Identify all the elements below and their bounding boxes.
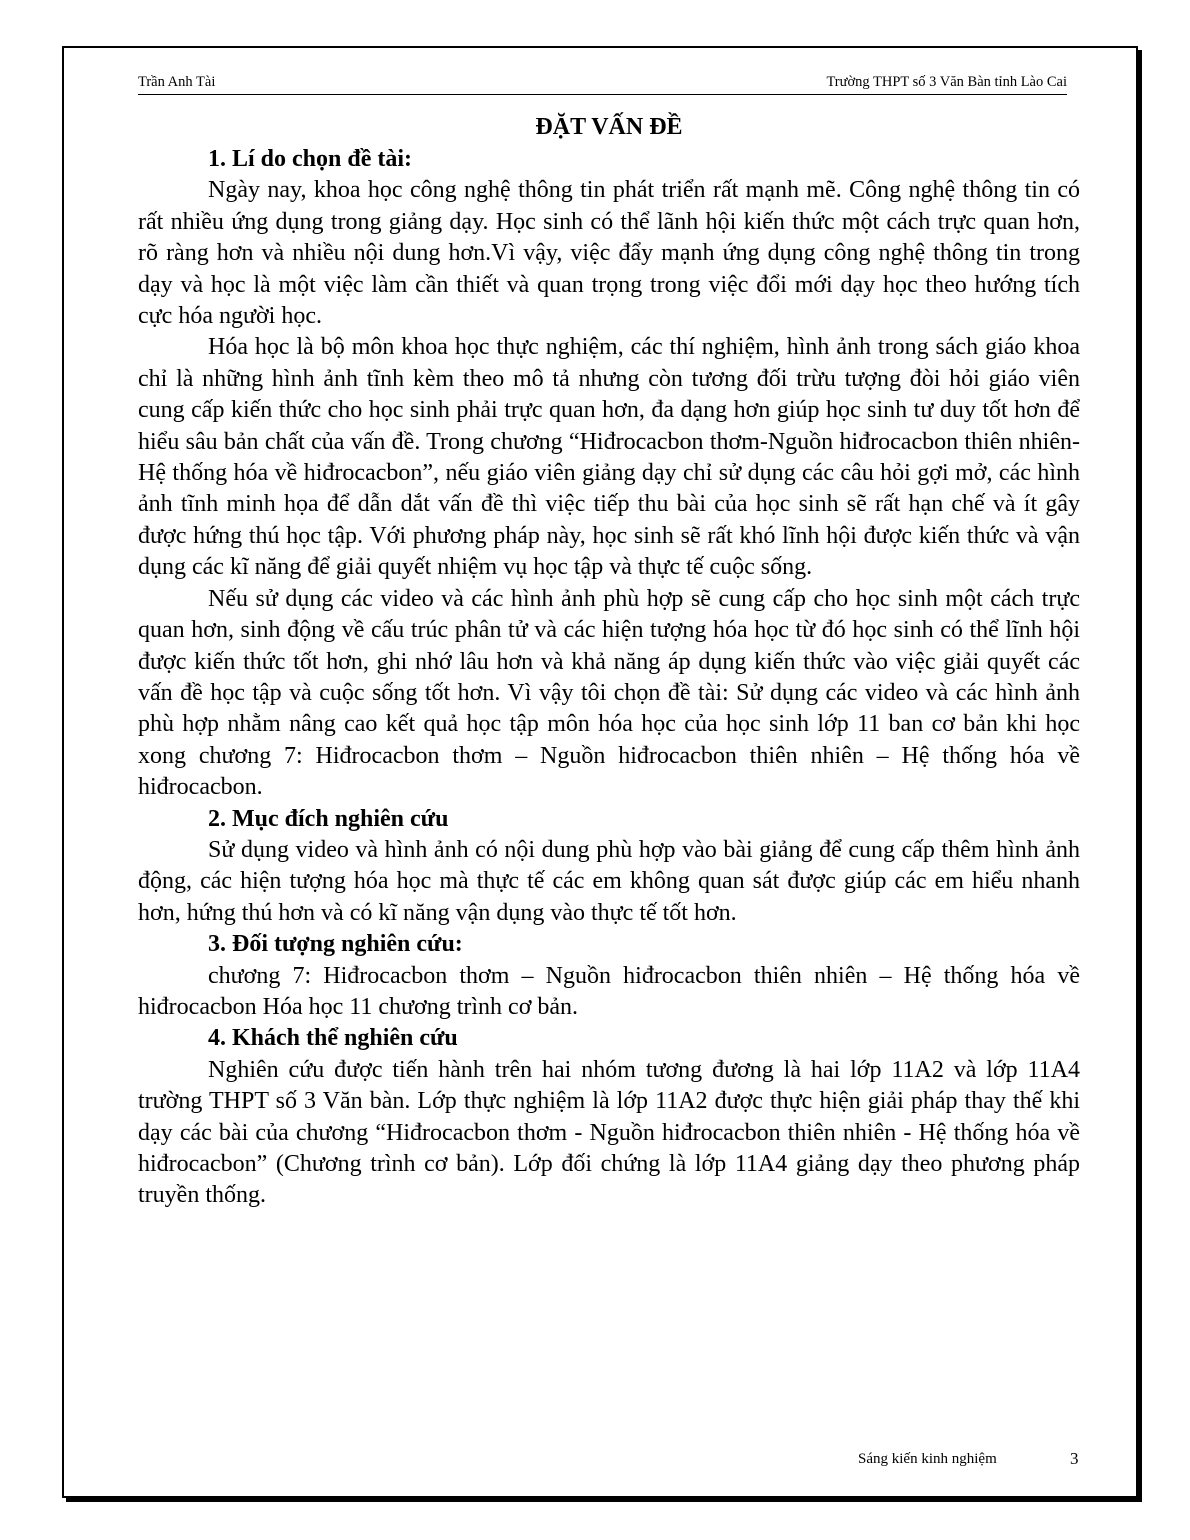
paragraph: Nghiên cứu được tiến hành trên hai nhóm tương đương là hai lớp 11A2 và lớp 11A4 trường THPT số 3 Văn bàn. Lớp thực nghiệm là lớp 11A2 được thực hiện giải pháp thay thế khi dạy các bài của chương “Hiđrocacbon thơm - Nguồn hiđrocacbon thiên nhiên - Hệ thống hóa về hiđrocacbon” (Chương trình cơ bản). Lớp đối chứng là lớp 11A4 giảng dạy theo phương pháp truyền thống.: [138, 1056, 1080, 1209]
paragraph: Hóa học là bộ môn khoa học thực nghiệm, các thí nghiệm, hình ảnh trong sách giáo khoa chỉ là những hình ảnh tĩnh kèm theo mô tả nhưng còn tương đối trừu tượng đòi hỏi giáo viên cung cấp kiến thức cho học sinh phải trực quan hơn, đa dạng hơn giúp học sinh tư duy tốt hơn để hiểu sâu bản chất của vấn đề. Trong chương “Hiđrocacbon thơm-Nguồn hiđrocacbon thiên nhiên-Hệ thống hóa về hiđrocacbon”, nếu giáo viên giảng dạy chỉ sử dụng các câu hỏi gợi mở, các hình ảnh tĩnh minh họa để dẫn dắt vấn đề thì việc tiếp thu bài của học sinh sẽ rất hạn chế và ít gây được hứng thú học tập. Với phương pháp này, học sinh sẽ rất khó lĩnh hội được kiến thức và vận dụng các kĩ năng để giải quyết nhiệm vụ học tập và thực tế cuộc sống.: [138, 334, 1080, 581]
paragraph: chương 7: Hiđrocacbon thơm – Nguồn hiđrocacbon thiên nhiên – Hệ thống hóa về hiđrocacbon Hóa học 11 chương trình cơ bản.: [138, 962, 1080, 1020]
page-border-shadow-bottom: [66, 1498, 1142, 1502]
page-header: [138, 74, 1067, 95]
page-border-shadow-right: [1138, 50, 1142, 1502]
footer-label: Sáng kiến kinh nghiệm: [858, 1451, 997, 1467]
page-title: ĐẶT VẤN ĐỀ: [535, 114, 683, 140]
page-number: 3: [1070, 1449, 1079, 1468]
section-heading: 3. Đối tượng nghiên cứu:: [208, 931, 463, 958]
section-subject: [138, 929, 1080, 1023]
section-object: [138, 1023, 1080, 1211]
paragraph: Sử dụng video và hình ảnh có nội dung phù hợp vào bài giảng để cung cấp thêm hình ảnh động, các hiện tượng hóa học mà thực tế các em không quan sát được giúp các em hiểu nhanh hơn, hứng thú hơn và có kĩ năng vận dụng vào thực tế tốt hơn.: [138, 836, 1080, 926]
section-heading: 2. Mục đích nghiên cứu: [208, 805, 449, 832]
section-heading: 1. Lí do chọn đề tài:: [208, 146, 413, 172]
paragraph: Ngày nay, khoa học công nghệ thông tin phát triển rất mạnh mẽ. Công nghệ thông tin có rất nhiều ứng dụng trong giảng dạy. Học sinh có thể lãnh hội kiến thức một cách trực quan hơn, rõ ràng hơn và nhiều nội dung hơn.Vì vậy, việc đẩy mạnh ứng dụng công nghệ thông tin trong dạy và học là một việc làm cần thiết và quan trọng trong việc đổi mới dạy học theo hướng tích cực hóa người học.: [138, 177, 1080, 330]
section-purpose: [138, 804, 1080, 930]
paragraph: Nếu sử dụng các video và các hình ảnh phù hợp sẽ cung cấp cho học sinh một cách trực quan hơn, sinh động về cấu trúc phân tử và các hiện tượng hóa học từ đó học sinh có thể lĩnh hội được kiến thức tốt hơn, ghi nhớ lâu hơn và khả năng áp dụng kiến thức vào việc giải quyết các vấn đề học tập và cuộc sống tốt hơn. Vì vậy tôi chọn đề tài: Sử dụng các video và các hình ảnh phù hợp nhằm nâng cao kết quả học tập môn hóa học của học sinh lớp 11 ban cơ bản khi học xong chương 7: Hiđrocacbon thơm – Nguồn hiđrocacbon thiên nhiên – Hệ thống hóa về hiđrocacbon.: [138, 585, 1080, 801]
header-author: Trần Anh Tài: [138, 74, 216, 90]
section-reason: [138, 144, 1080, 804]
header-school: Trường THPT số 3 Văn Bàn tỉnh Lào Cai: [826, 74, 1067, 90]
document-body: [138, 112, 1080, 1212]
section-heading: 4. Khách thể nghiên cứu: [208, 1025, 458, 1052]
